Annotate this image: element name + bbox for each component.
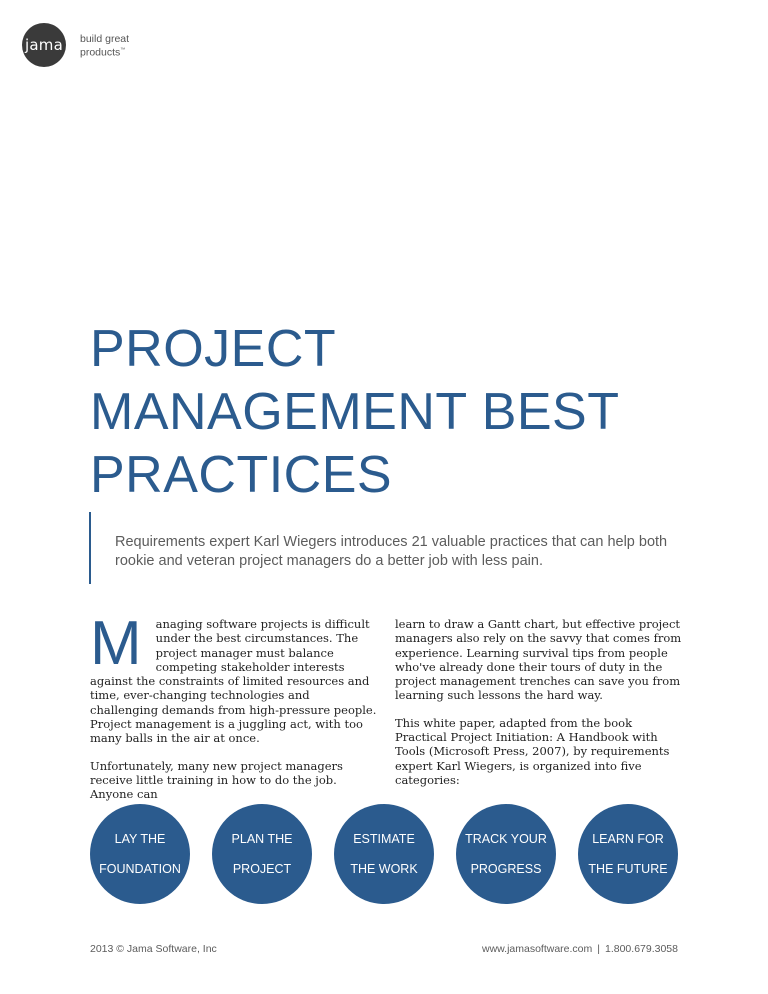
category-line2: THE WORK bbox=[350, 861, 418, 876]
body-column-left bbox=[90, 609, 380, 815]
body-paragraph-3: learn to draw a Gantt chart, but effective project managers also rely on the savvy that comes from experience. Learning survival tips from people who've already done their tours of duty in the project management trenches can save you from learning such lessons the hard way. bbox=[395, 617, 682, 703]
footer-copyright: 2013 © Jama Software, Inc bbox=[90, 943, 217, 955]
jama-logo bbox=[22, 23, 66, 67]
body-paragraph-1 bbox=[90, 609, 380, 746]
tagline-line2: products bbox=[80, 46, 121, 59]
category-lay-the-foundation bbox=[90, 804, 190, 904]
footer-website: www.jamasoftware.com bbox=[481, 943, 593, 955]
category-line1: ESTIMATE bbox=[353, 831, 415, 846]
intro-summary: Requirements expert Karl Wiegers introduces 21 valuable practices that can help both rookie and veteran project managers do a better job with less pain. bbox=[115, 534, 668, 569]
title-line3: PRACTICES bbox=[90, 446, 393, 504]
footer-phone: 1.800.679.3058 bbox=[605, 943, 678, 955]
title-line2: MANAGEMENT BEST bbox=[90, 383, 620, 441]
category-line2: FOUNDATION bbox=[99, 861, 181, 876]
logo-text: jama bbox=[25, 36, 63, 54]
category-line1: PLAN THE bbox=[231, 831, 293, 846]
category-line1: LEARN FOR bbox=[592, 831, 664, 846]
category-line2: PROGRESS bbox=[470, 861, 542, 876]
tagline bbox=[80, 34, 160, 59]
footer-separator: | bbox=[597, 943, 600, 955]
category-line2: PROJECT bbox=[232, 861, 292, 876]
body-paragraph-1-text: anaging software projects is difficult under the best circumstances. The project manager must balance competing stakeholder interests against the constraints of limited resources and time, ever-changing technologies and challenging demands from high-pressure people. Project management is a juggling act, with too many balls in the air at once. bbox=[90, 617, 377, 746]
footer-contact bbox=[482, 943, 678, 955]
category-learn-for-the-future bbox=[578, 804, 678, 904]
category-line1: TRACK YOUR bbox=[465, 831, 547, 846]
category-estimate-the-work bbox=[334, 804, 434, 904]
category-line2: THE FUTURE bbox=[588, 861, 668, 876]
category-circles bbox=[90, 804, 710, 904]
title-line1: PROJECT bbox=[90, 320, 337, 378]
body-column-right bbox=[395, 617, 685, 800]
trademark-mark: ™ bbox=[120, 47, 126, 53]
drop-cap: M bbox=[90, 609, 142, 678]
body-paragraph-4: This white paper, adapted from the book Practical Project Initiation: A Handbook with Tools (Microsoft Press, 2007), by requirements expert Karl Wiegers, is organized into five categories: bbox=[395, 715, 670, 787]
intro-accent-rule bbox=[89, 512, 91, 584]
category-plan-the-project bbox=[212, 804, 312, 904]
tagline-line1: build great bbox=[80, 33, 130, 45]
page-title bbox=[90, 318, 710, 507]
body-paragraph-2: Unfortunately, many new project managers receive little training in how to do the job. Anyone can bbox=[90, 758, 343, 802]
category-track-your-progress bbox=[456, 804, 556, 904]
category-line1: LAY THE bbox=[114, 831, 166, 846]
